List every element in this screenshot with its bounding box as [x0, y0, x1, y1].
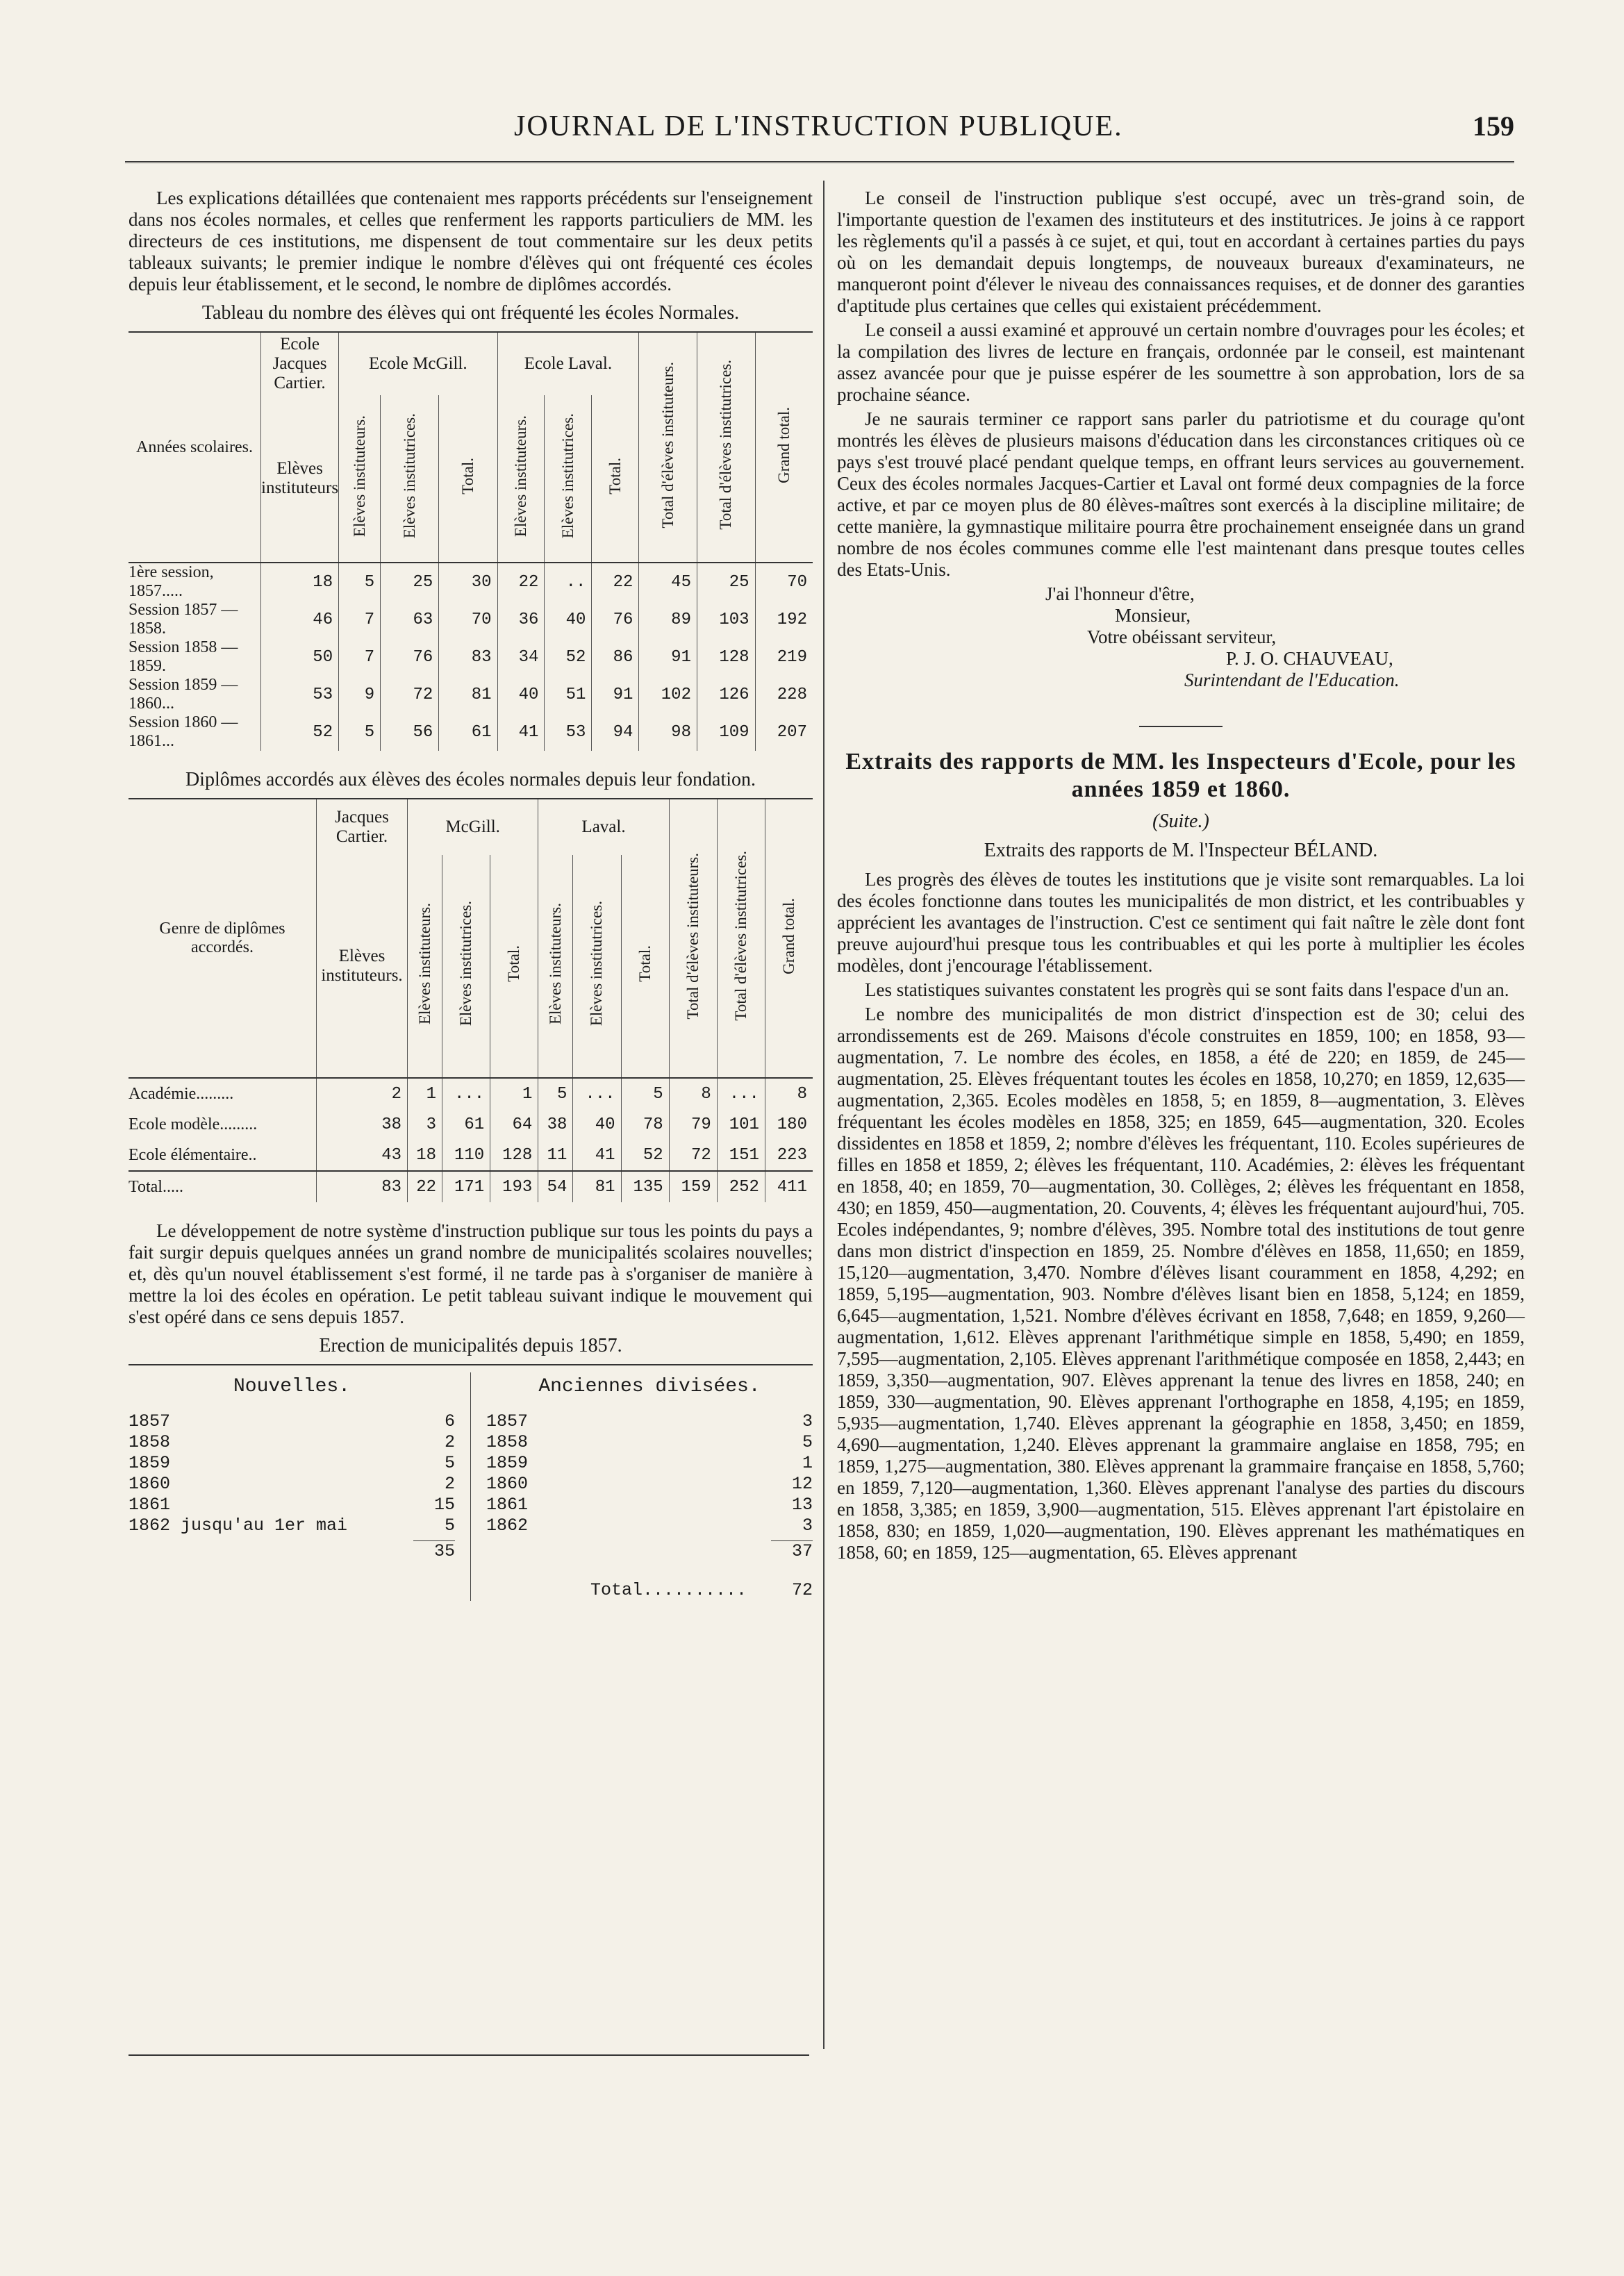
year-label: 1857: [129, 1411, 171, 1431]
table-cell: 50: [261, 638, 339, 676]
year-label: 1859: [129, 1453, 171, 1473]
table-cell: ...: [442, 1078, 490, 1109]
count-value: 5: [444, 1453, 455, 1473]
table-cell: 51: [545, 676, 592, 713]
group-head: Jacques Cartier.: [317, 799, 408, 855]
year-label: 1858: [129, 1432, 171, 1452]
count-value: 1: [802, 1453, 813, 1473]
row-label: Total.....: [129, 1177, 183, 1196]
table-cell: 5: [339, 563, 381, 601]
old-municipalities: Anciennes divisées. 1857 3 1858 5 1859 1 1860 12 1861 13 1862 3 37 Total.......... 72: [470, 1372, 813, 1601]
subhead: Elèves instituteurs.: [415, 902, 433, 1025]
subhead: Elèves instituteurs.: [350, 415, 368, 538]
table-cell: 53: [261, 676, 339, 713]
table-cell: 8: [669, 1078, 717, 1109]
list-item: [486, 1432, 813, 1453]
table-cell: 219: [755, 638, 813, 676]
table-cell: 38: [317, 1109, 408, 1140]
table-cell: 79: [669, 1109, 717, 1140]
table-cell: 81: [573, 1171, 621, 1202]
table-row: [129, 638, 813, 676]
article-subtitle: Extraits des rapports de M. l'Inspecteur BÉLAND.: [984, 840, 1378, 861]
table-cell: 223: [765, 1140, 813, 1171]
article-paragraph-2: Les statistiques suivantes constatent les progrès qui se sont faits dans l'espace d'un an.: [865, 979, 1509, 1000]
table-row: [129, 1140, 813, 1171]
table-row: [129, 676, 813, 713]
year-label: 1861: [129, 1495, 171, 1515]
table-cell: 7: [339, 638, 381, 676]
table-cell: 192: [755, 601, 813, 638]
count-value: 2: [444, 1432, 455, 1452]
table-cell: 22: [592, 563, 639, 601]
table-cell: 102: [639, 676, 697, 713]
table-cell: 128: [697, 638, 755, 676]
table-row: [129, 1109, 813, 1140]
table-row: [129, 713, 813, 751]
table-cell: 40: [497, 676, 545, 713]
table-cell: 91: [592, 676, 639, 713]
table-cell: 110: [442, 1140, 490, 1171]
subhead: Elèves institutrices.: [558, 413, 577, 539]
table-cell: 22: [497, 563, 545, 601]
right-column: [837, 188, 1525, 1566]
table-cell: 72: [381, 676, 439, 713]
section-rule: [1139, 726, 1223, 727]
table-cell: 126: [697, 676, 755, 713]
table-cell: 63: [381, 601, 439, 638]
bottom-rule: [129, 2054, 809, 2056]
table-cell: 40: [573, 1109, 621, 1140]
row-label: Académie.........: [129, 1084, 234, 1103]
table3-caption: Erection de municipalités depuis 1857.: [319, 1335, 622, 1356]
list-item: [129, 1495, 455, 1515]
header-rule: [125, 161, 1514, 163]
table-cell: 1: [408, 1078, 442, 1109]
table-cell: 76: [592, 601, 639, 638]
year-label: 1860: [129, 1474, 171, 1494]
table-cell: 5: [621, 1078, 669, 1109]
table-row: [129, 1171, 813, 1202]
group-head: Ecole Jacques Cartier.: [261, 332, 339, 395]
count-value: 2: [444, 1474, 455, 1494]
table-cell: 54: [538, 1171, 573, 1202]
count-value: 5: [444, 1515, 455, 1536]
group-head: Ecole Laval.: [497, 332, 639, 395]
table-cell: 52: [545, 638, 592, 676]
list-item: [486, 1515, 813, 1536]
subhead: Elèves instituteurs.: [511, 415, 529, 538]
table-cell: ..: [545, 563, 592, 601]
subhead: Total.: [636, 945, 654, 982]
closing-1: J'ai l'honneur d'être,: [1045, 583, 1195, 604]
article-paragraph-3: Le nombre des municipalités de mon district d'inspection est de 30; celui des arrondissements est de 269. Maisons d'école construites en 1859, 100; en 1858, 93—augmentation, 7. Le nombre des écoles, en 1858, a été de 220; en 1859, de 245—augmentation, 25. Elèves fréquentant toutes les écoles en 1858, 10,270; en 1859, 12,635—augmentation, 2,365. Ecoles modèles en 1858, 5; en 1859, 8—augmentation, 3. Elèves fréquentant les écoles modèles en 1858, 325; en 1859, 645—augmentation, 320. Ecoles dissidentes en 1858 et 1859, 2; nombre d'élèves les fréquentant, 110. Ecoles supérieures de filles en 1858 et 1859, 2; élèves les fréquentant, 110. Académies, 2: élèves les fréquentant en 1858, 40; en 1859, 70—augmentation, 30. Collèges, 2; élèves les fréquentant en 1858, 430; en 1859, 450—augmentation, 20. Couvents, 4; élèves les fréquentant aujourd'hui, 705. Ecoles indépendantes, 9; nombre d'élèves, 395. Nombre total des institutions de tout genre dans mon district d'inspection en 1859, 25. Nombre d'élèves en 1858, 11,650; en 1859, 15,120—augmentation, 3,470. Nombre d'élèves lisant couramment en 1858, 4,292; en 1859, 5,195—augmentation, 903. Nombre d'élèves lisant bien en 1858, 5,124; en 1859, 6,645—augmentation, 1,521. Nombre d'élèves écrivant en 1858, 7,648; en 1859, 9,260—augmentation, 1,612. Elèves apprenant l'arithmétique simple en 1858, 5,490; en 1859, 7,595—augmentation, 2,105. Elèves apprenant l'arithmétique composée en 1858, 2,443; en 1859, 3,350—augmentation, 907. Elèves apprenant la tenue des livres en 1858, 240; en 1859, 330—augmentation, 90. Elèves apprenant l'orthographe en 1858, 4,195; en 1859, 5,935—augmentation, 1,740. Elèves apprenant la géographie en 1858, 3,450; en 1859, 4,690—augmentation, 1,240. Elèves apprenant la grammaire anglaise en 1858, 795; en 1859, 1,275—augmentation, 380. Elèves apprenant la grammaire française en 1858, 5,760; en 1859, 7,120—augmentation, 1,360. Elèves apprenant l'analyse des parties du discours en 1858, 3,385; en 1859, 3,900—augmentation, 515. Elèves apprenant l'art épistolaire en 1858, 830; en 1859, 1,020—augmentation, 190. Elèves apprenant les mathématiques en 1858, 60; en 1859, 125—augmentation, 65. Elèves apprenant: [837, 1004, 1525, 1563]
table-cell: ...: [717, 1078, 765, 1109]
subhead: Elèves institutrices.: [588, 901, 606, 1027]
row-label: 1ère session, 1857.....: [129, 563, 214, 600]
subhead: Total d'élèves instituteurs.: [683, 852, 702, 1020]
table-cell: 83: [317, 1171, 408, 1202]
table-cell: 7: [339, 601, 381, 638]
table-row: [129, 1078, 813, 1109]
subhead: Elèves institutrices.: [400, 413, 418, 539]
table-cell: 98: [639, 713, 697, 751]
page-number: 159: [1473, 110, 1514, 142]
intro-paragraph: Les explications détaillées que contenaient mes rapports précédents sur l'enseignement dans nos écoles normales, et celles que renferment les rapports particuliers de MM. les directeurs de ces institutions, me dispensent de tout commentaire sur les deux petits tableaux suivants; le premier indique le nombre d'élèves qui ont fréquenté ces écoles depuis leur établissement, et le second, le nombre de diplômes accordés.: [129, 188, 813, 294]
table-cell: 38: [538, 1109, 573, 1140]
list-item: [486, 1474, 813, 1495]
table-cell: 61: [439, 713, 497, 751]
table-cell: 64: [490, 1109, 538, 1140]
table-cell: 86: [592, 638, 639, 676]
list-item: [129, 1411, 455, 1432]
table-cell: 52: [621, 1140, 669, 1171]
table-cell: 52: [261, 713, 339, 751]
signature-title: Surintendant de l'Education.: [1184, 670, 1400, 690]
table-cell: 76: [381, 638, 439, 676]
table-cell: 135: [621, 1171, 669, 1202]
year-label: 1861: [486, 1495, 529, 1515]
new-total: 35: [413, 1540, 455, 1562]
table-cell: 159: [669, 1171, 717, 1202]
table-cell: 9: [339, 676, 381, 713]
table-cell: 70: [755, 563, 813, 601]
year-label: 1857: [486, 1411, 529, 1431]
year-label: 1862 jusqu'au 1er mai: [129, 1515, 348, 1536]
subhead: Total.: [458, 458, 477, 495]
table-cell: 78: [621, 1109, 669, 1140]
subhead: Elèves instituteurs.: [546, 902, 564, 1025]
article-title: Extraits des rapports de MM. les Inspecteurs d'Ecole, pour les années 1859 et 1860.: [845, 749, 1516, 802]
table-cell: 36: [497, 601, 545, 638]
row-label: Session 1857 —1858.: [129, 601, 238, 638]
table-cell: 128: [490, 1140, 538, 1171]
table-cell: 5: [339, 713, 381, 751]
list-item: [486, 1495, 813, 1515]
table-cell: 72: [669, 1140, 717, 1171]
row-head: Genre de diplômes accordés.: [159, 920, 285, 956]
table-cell: 25: [697, 563, 755, 601]
count-value: 3: [802, 1515, 813, 1536]
page-header: [125, 110, 1514, 151]
row-label: Session 1860 —1861...: [129, 713, 238, 750]
journal-title: JOURNAL DE L'INSTRUCTION PUBLIQUE.: [514, 110, 1123, 142]
table-cell: 43: [317, 1140, 408, 1171]
table-cell: 89: [639, 601, 697, 638]
table-cell: 81: [439, 676, 497, 713]
list-item: [486, 1453, 813, 1474]
year-label: 1858: [486, 1432, 529, 1452]
subhead: Total d'élèves institutrices.: [731, 851, 749, 1021]
count-value: 5: [802, 1432, 813, 1452]
municipalities-paragraph: Le développement de notre système d'instruction publique sur tous les points du pays a fait surgir depuis quelques années un grand nombre de municipalités scolaires nouvelles; et, dès qu'un nouvel établissement s'est formé, il ne tarde pas à s'organiser de manière à mettre la loi des écoles en opération. Le petit tableau suivant indique le mouvement qui s'est opéré dans ce sens depuis 1857.: [129, 1220, 813, 1327]
subhead: Elèves instituteurs.: [317, 855, 408, 1078]
count-value: 12: [791, 1474, 813, 1494]
closing-2: Monsieur,: [1115, 605, 1191, 626]
count-value: 13: [791, 1495, 813, 1515]
table-cell: 41: [573, 1140, 621, 1171]
subhead: Elèves instituteurs: [261, 395, 339, 563]
table-cell: 193: [490, 1171, 538, 1202]
table-cell: 30: [439, 563, 497, 601]
group-head: Laval.: [538, 799, 669, 855]
table-cell: 103: [697, 601, 755, 638]
patriotism-paragraph: Je ne saurais terminer ce rapport sans parler du patriotisme et du courage qu'ont montrés les élèves de plusieurs maisons d'éducation dans les circonstances critiques où ce pays s'est trouvé placé pendant quelque temps, en offrant leurs services au gouvernement. Ceux des écoles normales Jacques-Cartier et Laval ont formé deux compagnies de la force active, et par ce moyen plus de 80 élèves-maîtres sont exercés à la discipline militaire; de cette manière, la gymnastique militaire pourra être prochainement enseignée dans un grand nombre de nos écoles communes comme elle l'est maintenant dans presque toutes celles des Etats-Unis.: [837, 408, 1525, 580]
table-cell: 46: [261, 601, 339, 638]
municipalities-table: [129, 1364, 813, 1601]
new-municipalities: [129, 1372, 470, 1601]
table1-caption: Tableau du nombre des élèves qui ont fréquenté les écoles Normales.: [201, 302, 740, 324]
subhead: Total d'élèves institutrices.: [717, 360, 735, 530]
table-cell: 207: [755, 713, 813, 751]
group-head: McGill.: [408, 799, 538, 855]
normal-schools-table: [129, 331, 813, 751]
list-item: [129, 1432, 455, 1453]
year-label: 1859: [486, 1453, 529, 1473]
table-cell: 18: [408, 1140, 442, 1171]
table-cell: 40: [545, 601, 592, 638]
subhead: Total.: [505, 945, 523, 982]
table-cell: 56: [381, 713, 439, 751]
closing-3: Votre obéissant serviteur,: [1087, 626, 1277, 647]
list-item: [129, 1515, 455, 1536]
row-label: Ecole modèle.........: [129, 1115, 258, 1133]
count-value: 15: [433, 1495, 455, 1515]
council-paragraph: Le conseil de l'instruction publique s'est occupé, avec un très-grand soin, de l'importante question de l'examen des instituteurs et des institutrices. Je joins à ce rapport les règlements qu'il a passés à ce sujet, et qui, tout en accordant à certaines parties du pays où on les demandait depuis longtemps, de nouveaux bureaux d'examinateurs, ne manqueront point d'élever le niveau des connaissances requises, et de donner des garanties d'aptitude plus certaines que celles qui existaient précédemment.: [837, 188, 1525, 316]
old-total: 37: [771, 1540, 813, 1562]
year-label: 1862: [486, 1515, 529, 1536]
table-row: [129, 563, 813, 601]
left-column: [129, 188, 813, 1601]
grand-total-label: Total: [590, 1580, 643, 1600]
table-cell: 41: [497, 713, 545, 751]
signature-name: P. J. O. CHAUVEAU,: [1226, 648, 1393, 669]
new-head: Nouvelles.: [233, 1376, 351, 1397]
subhead: Elèves institutrices.: [457, 901, 475, 1027]
subhead: Total d'élèves instituteurs.: [658, 361, 677, 529]
table-cell: 91: [639, 638, 697, 676]
year-label: 1860: [486, 1474, 529, 1494]
table-cell: 22: [408, 1171, 442, 1202]
table-row: [129, 601, 813, 638]
list-item: [486, 1411, 813, 1432]
table-cell: 18: [261, 563, 339, 601]
table-cell: 45: [639, 563, 697, 601]
subhead: Grand total.: [779, 897, 797, 974]
table-cell: 3: [408, 1109, 442, 1140]
table-cell: 61: [442, 1109, 490, 1140]
table-cell: 70: [439, 601, 497, 638]
subhead: Total.: [606, 458, 624, 495]
group-head: Ecole McGill.: [339, 332, 497, 395]
article-paragraph-1: Les progrès des élèves de toutes les institutions que je visite sont remarquables. La loi des écoles fonctionne dans toutes les municipalités de mon district, et les contribuables y apprécient les avantages de l'instruction. C'est ce sentiment qui fait naître le zèle dont font preuve aujourd'hui presque tous les contribuables et qui les porte à multiplier les écoles modèles, dont j'encourage l'établissement.: [837, 869, 1525, 976]
table-cell: 101: [717, 1109, 765, 1140]
grand-total: 72: [791, 1580, 813, 1600]
row-label: Ecole élémentaire..: [129, 1145, 257, 1164]
table-cell: 34: [497, 638, 545, 676]
suite-label: (Suite.): [1152, 811, 1209, 832]
table-cell: 2: [317, 1078, 408, 1109]
table-cell: 109: [697, 713, 755, 751]
table-cell: 411: [765, 1171, 813, 1202]
list-item: [129, 1453, 455, 1474]
table-cell: 5: [538, 1078, 573, 1109]
table2-caption: Diplômes accordés aux élèves des écoles normales depuis leur fondation.: [185, 769, 756, 790]
table-cell: 11: [538, 1140, 573, 1171]
count-value: 6: [444, 1411, 455, 1431]
column-divider: [823, 181, 825, 2049]
table-cell: ...: [573, 1078, 621, 1109]
subhead: Grand total.: [774, 406, 793, 483]
table-cell: 1: [490, 1078, 538, 1109]
table-cell: 171: [442, 1171, 490, 1202]
table-cell: 151: [717, 1140, 765, 1171]
table-cell: 252: [717, 1171, 765, 1202]
table-cell: 228: [755, 676, 813, 713]
books-paragraph: Le conseil a aussi examiné et approuvé un certain nombre d'ouvrages pour les écoles; et la compilation des livres de lecture en français, ordonnée par le conseil, est maintenant assez avancée pour que je puisse espérer de les soumettre à son approbation, lors de sa prochaine séance.: [837, 319, 1525, 405]
diplomas-table: [129, 798, 813, 1202]
table-cell: 94: [592, 713, 639, 751]
list-item: [129, 1474, 455, 1495]
table-cell: 8: [765, 1078, 813, 1109]
old-head: Anciennes divisées.: [538, 1376, 761, 1397]
row-label: Session 1859 —1860...: [129, 676, 238, 713]
table-cell: 25: [381, 563, 439, 601]
table-cell: 180: [765, 1109, 813, 1140]
row-label: Session 1858 —1859.: [129, 638, 238, 675]
table-cell: 53: [545, 713, 592, 751]
row-head: Années scolaires.: [136, 438, 253, 456]
count-value: 3: [802, 1411, 813, 1431]
table-cell: 83: [439, 638, 497, 676]
